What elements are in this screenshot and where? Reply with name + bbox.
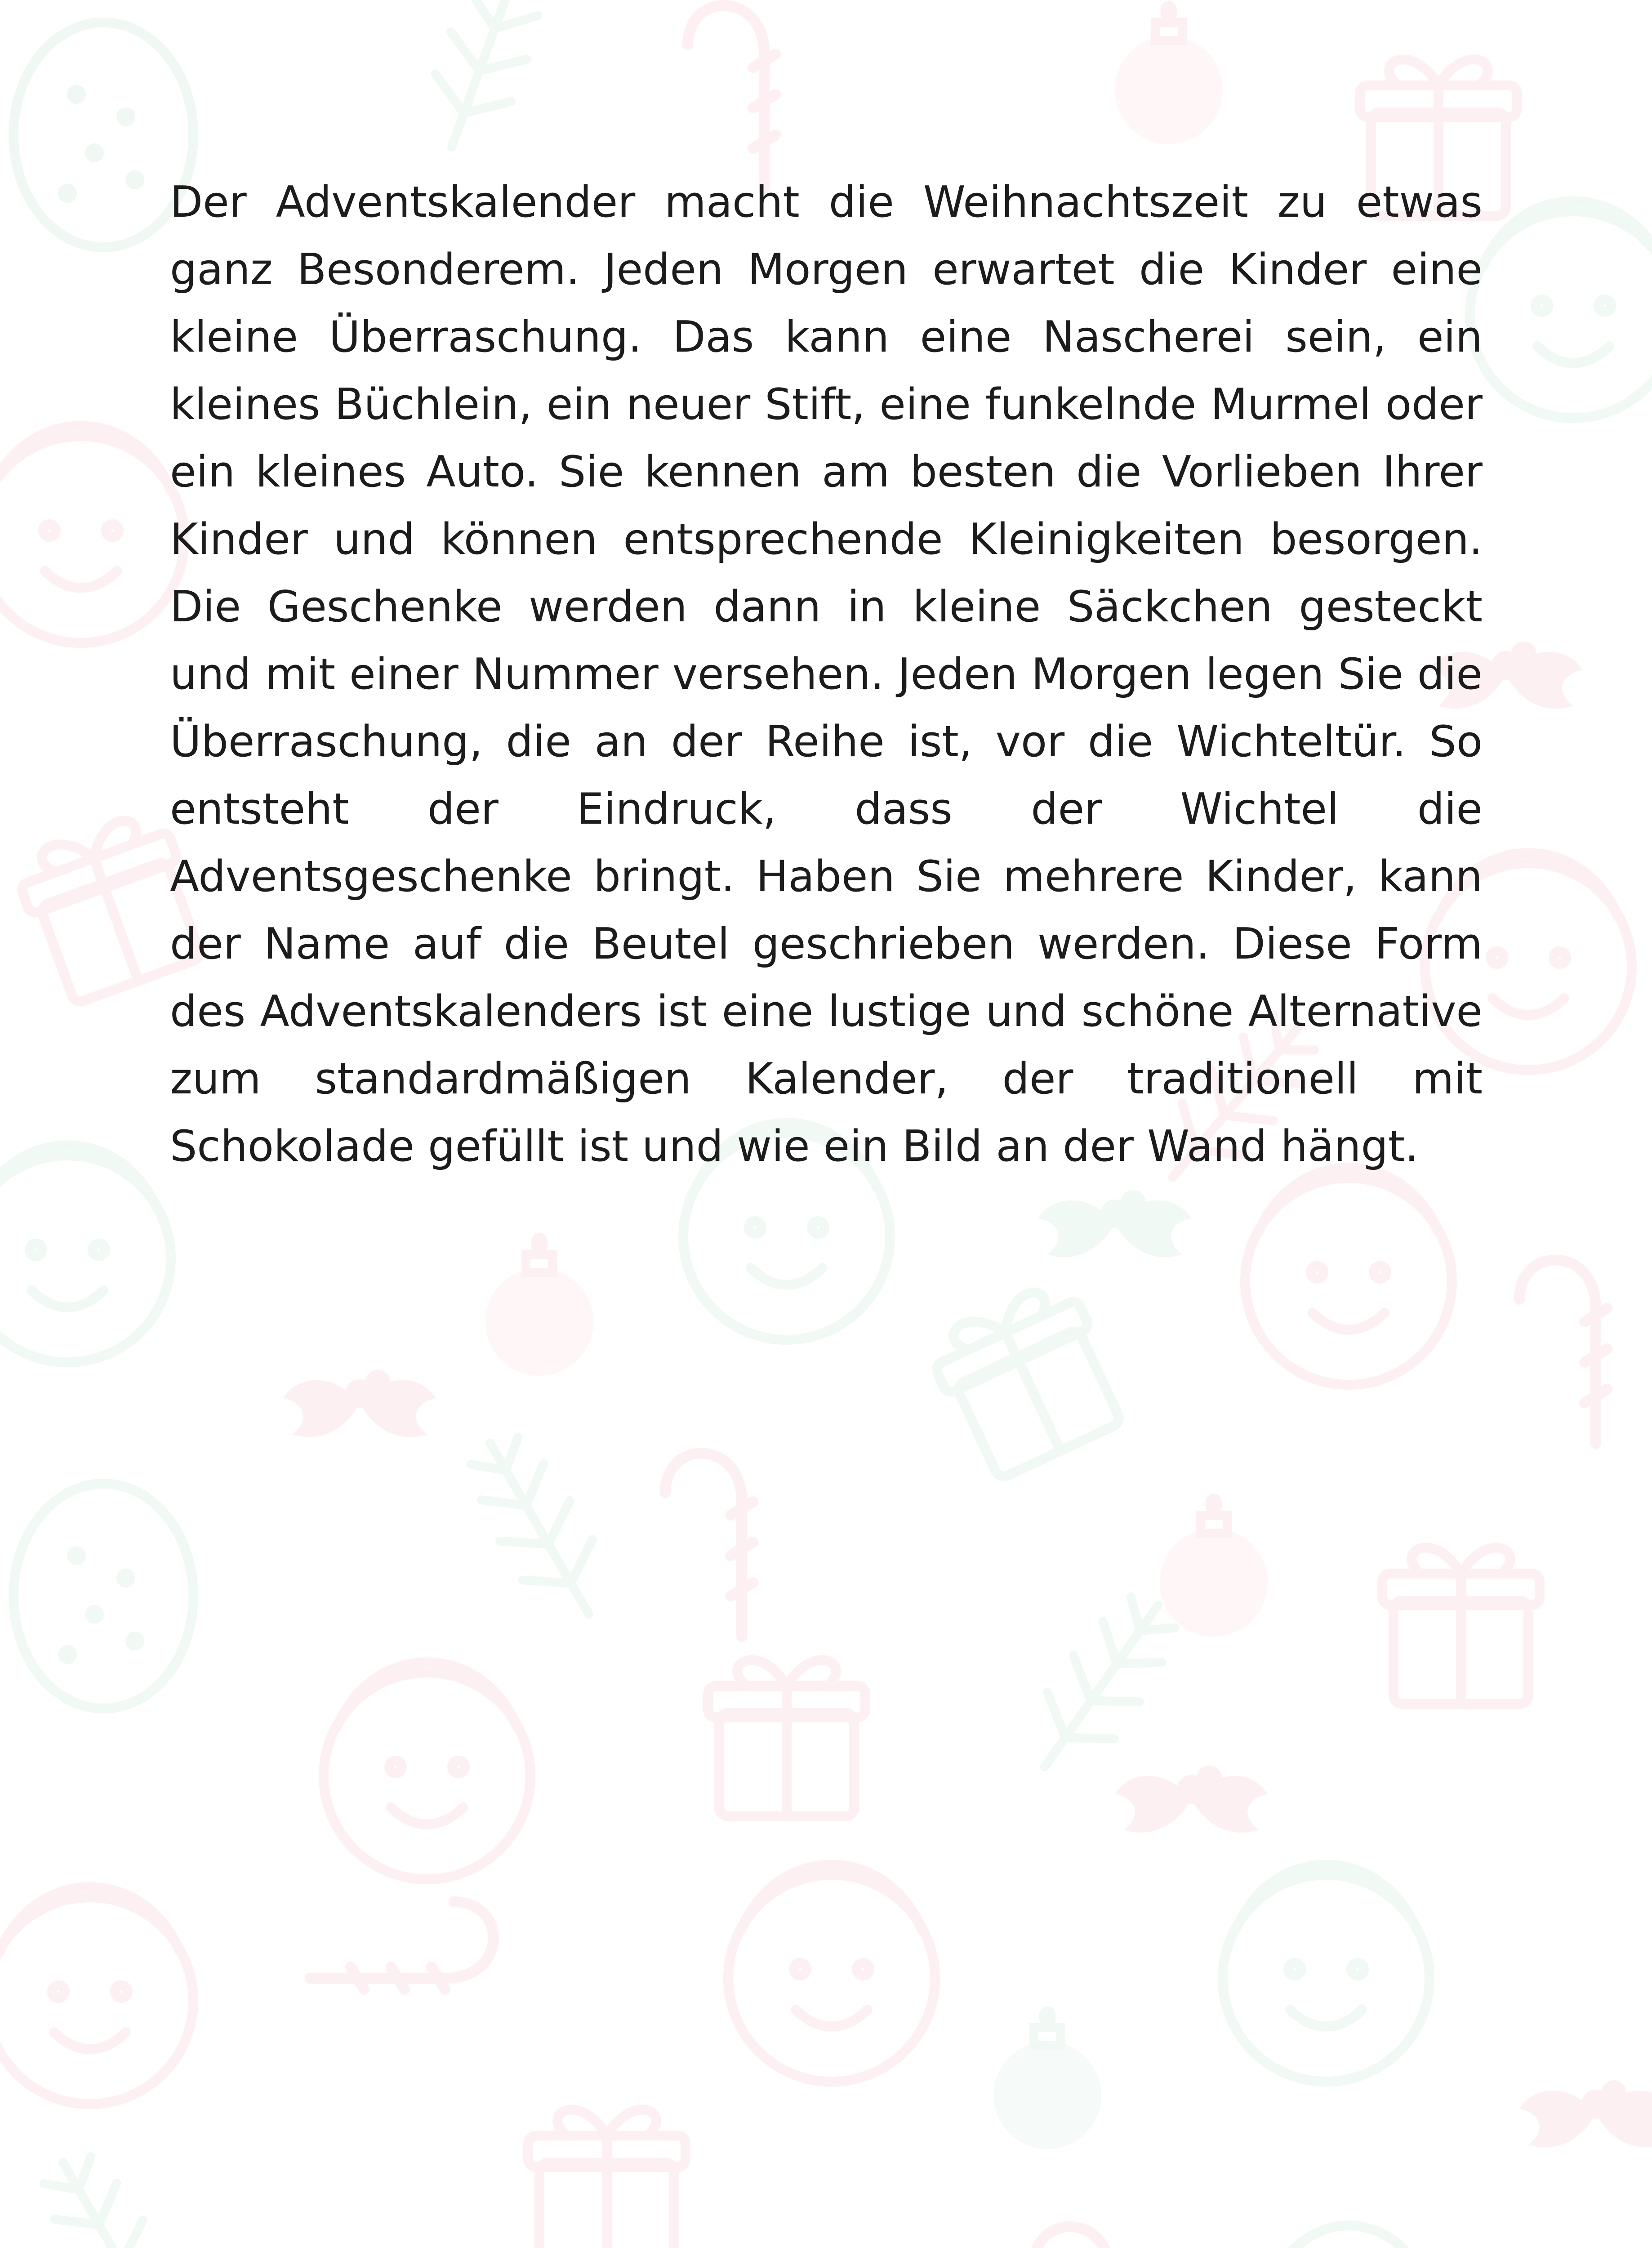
body-text (170, 169, 1483, 1180)
body-paragraph: Der Adventskalender macht die Weihnachtszeit zu etwas ganz Besonderem. Jeden Morgen erwartet die Kinder eine kleine Überraschung. Das kann eine Nascherei sein, ein kleines Büchlein, ein neuer Stift, eine funkelnde Murmel oder ein kleines Auto. Sie kennen am besten die Vorlieben Ihrer Kinder und können entsprechende Kleinigkeiten besorgen. Die Geschenke werden dann in kleine Säckchen gesteckt und mit einer Nummer versehen. Jeden Morgen legen Sie die Überraschung, die an der Reihe ist, vor die Wichteltür. So entsteht der Eindruck, dass der Wichtel die Adventsgeschenke bringt. Haben Sie mehrere Kinder, kann der Name auf die Beutel geschrieben werden. Diese Form des Adventskalenders ist eine lustige und schöne Alternative zum standardmäßigen Kalender, der traditionell mit Schokolade gefüllt ist und wie ein Bild an der Wand hängt. (170, 178, 1483, 1171)
